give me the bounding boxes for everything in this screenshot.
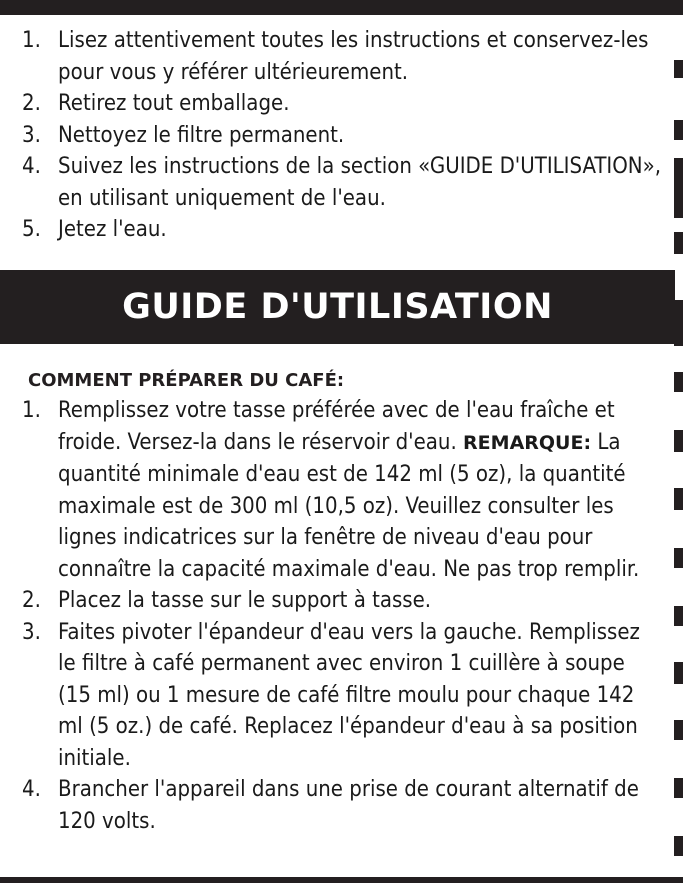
list-item — [22, 120, 662, 152]
remark-text: La quantité minimale d'eau est de 142 ml (5 oz), la quantité maximale est de 300 ml (10,5 oz). Veuillez consulter les lignes indicatrices sur la fenêtre de niveau d'eau pour connaître la capacité maximale d'eau. Ne pas trop remplir. — [58, 429, 640, 582]
edge-marker — [674, 232, 683, 254]
step-text: Suivez les instructions de la section «GUIDE D'UTILISATION», en utilisant uniquement de l'eau. — [58, 154, 662, 211]
step-number: 3. — [22, 122, 41, 148]
bottom-border-bar — [0, 877, 683, 883]
step-text-block — [22, 395, 662, 585]
edge-marker — [674, 300, 683, 346]
step-number: 4. — [22, 777, 41, 802]
edge-marker — [674, 778, 683, 798]
list-item — [22, 395, 662, 585]
edge-marker — [674, 662, 683, 684]
edge-marker — [674, 720, 683, 740]
edge-marker — [674, 836, 683, 856]
step-number: 1. — [22, 28, 41, 53]
step-number: 5. — [22, 217, 41, 242]
edge-marker — [674, 606, 683, 626]
edge-marker — [674, 158, 683, 218]
list-item — [22, 617, 662, 775]
list-item — [22, 88, 662, 120]
step-text: Placez la tasse sur le support à tasse. — [58, 588, 432, 613]
edge-marker — [674, 372, 683, 392]
remark-label: REMARQUE: — [463, 431, 592, 454]
step-text: Faites pivoter l'épandeur d'eau vers la gauche. Remplissez le filtre à café permanent avec environ 1 cuillère à soupe (15 ml) ou 1 mesure de café filtre moulu pour chaque 142 ml (5 oz.) de café. Replacez l'épandeur d'eau à sa position initiale. — [58, 619, 640, 771]
subheading: COMMENT PRÉPARER DU CAFÉ: — [28, 370, 345, 391]
step-number: 2. — [22, 91, 41, 116]
setup-steps-list — [22, 25, 662, 246]
edge-marker — [674, 548, 683, 568]
step-text: Remplissez votre tasse préférée avec de l'eau fraîche et froide. Versez-la dans le réservoir d'eau. — [58, 398, 615, 455]
edge-marker — [674, 488, 683, 510]
list-item — [22, 214, 662, 246]
step-number: 2. — [22, 588, 41, 613]
step-text: Nettoyez le filtre permanent. — [58, 122, 345, 148]
edge-marker — [674, 120, 683, 140]
step-number: 3. — [22, 619, 41, 645]
top-border-bar — [0, 0, 683, 15]
brew-steps-list — [22, 395, 662, 837]
edge-marker — [674, 60, 683, 78]
edge-marker — [674, 430, 683, 452]
section-title: GUIDE D'UTILISATION — [0, 270, 675, 344]
step-text: Lisez attentivement toutes les instructions et conservez-les pour vous y référer ultérieurement. — [58, 28, 649, 85]
step-number: 1. — [22, 398, 41, 423]
list-item — [22, 585, 662, 617]
step-text: Retirez tout emballage. — [58, 91, 290, 116]
step-text: Jetez l'eau. — [58, 217, 167, 242]
step-text: Brancher l'appareil dans une prise de courant alternatif de 120 volts. — [58, 777, 639, 834]
list-item — [22, 774, 662, 837]
list-item — [22, 151, 662, 214]
list-item — [22, 25, 662, 88]
step-number: 4. — [22, 154, 41, 179]
